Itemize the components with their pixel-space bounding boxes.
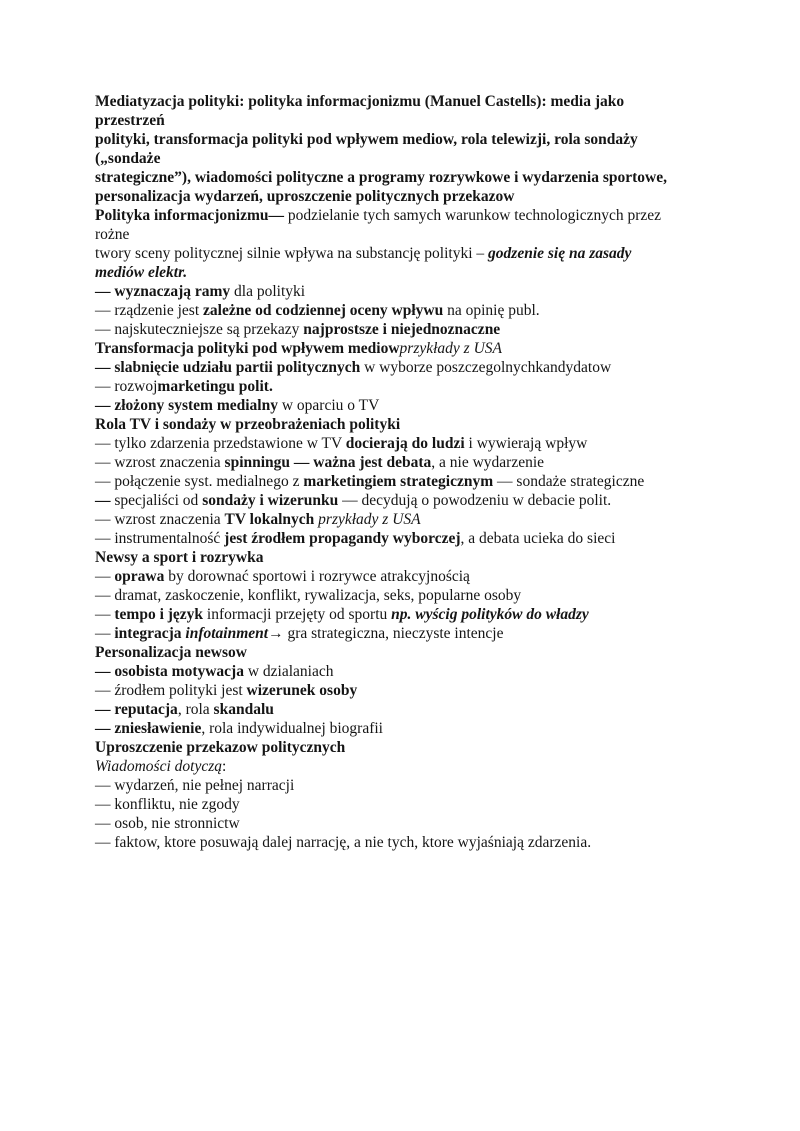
text-segment: w oparciu o TV	[277, 397, 380, 414]
text-segment: , a debata ucieka do sieci	[460, 530, 616, 547]
text-line	[95, 567, 727, 586]
text-segment: Newsy a sport i rozrywka	[95, 549, 264, 566]
document-lines	[95, 92, 727, 852]
text-line	[95, 415, 727, 434]
text-segment: — instrumentalność	[95, 530, 225, 547]
text-segment: — dramat, zaskoczenie, konflikt, rywalizacja, seks, popularne osoby	[95, 587, 522, 604]
text-line	[95, 225, 727, 244]
text-segment: docierają do ludzi	[345, 435, 465, 452]
text-segment: infotainment	[185, 625, 269, 642]
text-line	[95, 776, 727, 795]
text-segment: — slabnięcie udziału partii politycznych	[95, 359, 361, 376]
text-segment: specjaliści od	[110, 492, 203, 509]
text-line	[95, 510, 727, 529]
text-segment: wizerunek osoby	[246, 682, 358, 699]
text-line	[95, 491, 727, 510]
text-line	[95, 814, 727, 833]
text-line	[95, 624, 727, 643]
text-line	[95, 529, 727, 548]
text-line	[95, 662, 727, 681]
text-line	[95, 795, 727, 814]
text-line	[95, 301, 727, 320]
text-segment: — rozwoj	[95, 378, 158, 395]
text-segment: by dorownać sportowi i rozrywce atrakcyjnością	[164, 568, 470, 585]
text-segment: skandalu	[213, 701, 274, 718]
text-segment: — sondaże strategiczne	[493, 473, 645, 490]
text-segment: w dzialaniach	[243, 663, 334, 680]
text-segment: — zniesławienie	[95, 720, 202, 737]
text-segment: podzielanie tych samych warunkow technologicznych przez	[284, 207, 662, 224]
text-segment: mediów elektr.	[95, 264, 188, 281]
text-segment: Personalizacja newsow	[95, 644, 247, 661]
text-segment: —	[95, 568, 115, 585]
text-segment: na opinię publ.	[443, 302, 540, 319]
text-segment: —	[95, 492, 111, 509]
text-segment: w wyborze poszczegolnychkandydatow	[360, 359, 612, 376]
text-segment: np. wyścig polityków do władzy	[391, 606, 589, 623]
text-line	[95, 434, 727, 453]
text-line	[95, 586, 727, 605]
text-segment: polityki, transformacja polityki pod wpływem mediow, rola telewizji, rola sondaży	[95, 131, 638, 148]
text-segment: Wiadomości dotyczą	[95, 758, 222, 775]
text-line	[95, 700, 727, 719]
text-segment: — źrodłem polityki jest	[95, 682, 247, 699]
text-segment: marketingiem strategicznym	[303, 473, 494, 490]
text-segment: personalizacja wydarzeń, uproszczenie politycznych przekazow	[95, 188, 515, 205]
text-segment: przestrzeń	[95, 112, 165, 129]
text-segment: spinningu — ważna jest debata	[224, 454, 432, 471]
text-segment: integracja	[114, 625, 186, 642]
text-line	[95, 833, 727, 852]
text-line	[95, 605, 727, 624]
text-segment: —	[95, 606, 115, 623]
text-segment: — rządzenie jest	[95, 302, 204, 319]
text-line	[95, 377, 727, 396]
text-line	[95, 339, 727, 358]
text-line	[95, 738, 727, 757]
text-line	[95, 548, 727, 567]
text-segment: — osobista motywacja	[95, 663, 244, 680]
text-line	[95, 358, 727, 377]
text-segment: i wywierają wpływ	[464, 435, 588, 452]
text-line	[95, 643, 727, 662]
text-segment: — najskuteczniejsze są przekazy	[95, 321, 304, 338]
text-segment: marketingu polit.	[157, 378, 273, 395]
text-line	[95, 130, 727, 149]
text-segment: przykłady z USA	[318, 511, 421, 528]
text-line	[95, 757, 727, 776]
text-line	[95, 168, 727, 187]
text-segment: tempo i język	[114, 606, 204, 623]
text-segment: — faktow, ktore posuwają dalej narrację, a nie tych, ktore wyjaśniają zdarzenia.	[95, 834, 592, 851]
text-segment: — wzrost znaczenia	[95, 454, 225, 471]
text-segment: najprostsze i niejednoznaczne	[303, 321, 501, 338]
text-segment: — złożony system medialny	[95, 397, 278, 414]
text-segment: — połączenie syst. medialnego z	[95, 473, 304, 490]
text-line	[95, 244, 727, 263]
text-segment: — wydarzeń, nie pełnej narracji	[95, 777, 295, 794]
text-segment: Polityka informacjonizmu—	[95, 207, 284, 224]
text-line	[95, 187, 727, 206]
text-segment: → gra strategiczna, nieczyste intencje	[268, 625, 504, 642]
text-line	[95, 111, 727, 130]
text-segment: („sondaże	[95, 150, 161, 167]
text-segment: informacji przejęty od sportu	[203, 606, 392, 623]
text-segment: Uproszczenie przekazow politycznych	[95, 739, 346, 756]
text-line	[95, 472, 727, 491]
text-segment: Mediatyzacja polityki: polityka informacjonizmu (Manuel Castells): media jako	[95, 93, 625, 110]
text-segment: :	[222, 758, 227, 775]
text-line	[95, 92, 727, 111]
text-line	[95, 681, 727, 700]
text-segment: — wyznaczają ramy	[95, 283, 231, 300]
text-line	[95, 453, 727, 472]
text-segment: — wzrost znaczenia	[95, 511, 225, 528]
text-segment: strategiczne”), wiadomości polityczne a programy rozrywkowe i wydarzenia sportowe,	[95, 169, 667, 186]
text-segment: TV lokalnych	[224, 511, 315, 528]
text-segment: godzenie się na zasady	[488, 245, 632, 262]
text-segment: jest źrodłem propagandy wyborczej	[224, 530, 461, 547]
text-segment: zależne od codziennej oceny wpływu	[203, 302, 444, 319]
text-segment: — tylko zdarzenia przedstawione w TV	[95, 435, 346, 452]
text-segment: sondaży i wizerunku	[202, 492, 339, 509]
text-segment: rożne	[95, 226, 130, 243]
text-segment: przykłady z USA	[399, 340, 502, 357]
text-segment: — konfliktu, nie zgody	[95, 796, 240, 813]
text-segment: , a nie wydarzenie	[431, 454, 545, 471]
text-line	[95, 149, 727, 168]
text-segment: dla polityki	[230, 283, 306, 300]
text-segment: oprawa	[114, 568, 165, 585]
text-segment: twory sceny politycznej silnie wpływa na substancję polityki –	[95, 245, 489, 262]
text-line	[95, 206, 727, 225]
text-line	[95, 719, 727, 738]
text-segment: , rola	[177, 701, 214, 718]
text-segment: —	[95, 625, 115, 642]
text-segment: Transformacja polityki pod wpływem mediow	[95, 340, 400, 357]
text-line	[95, 396, 727, 415]
text-line	[95, 282, 727, 301]
text-line	[95, 263, 727, 282]
text-segment: — reputacja	[95, 701, 178, 718]
text-segment: — osob, nie stronnictw	[95, 815, 240, 832]
text-line	[95, 320, 727, 339]
text-segment: , rola indywidualnej biografii	[201, 720, 383, 737]
text-segment: — decydują o powodzeniu w debacie polit.	[338, 492, 612, 509]
text-segment: Rola TV i sondaży w przeobrażeniach polityki	[95, 416, 401, 433]
